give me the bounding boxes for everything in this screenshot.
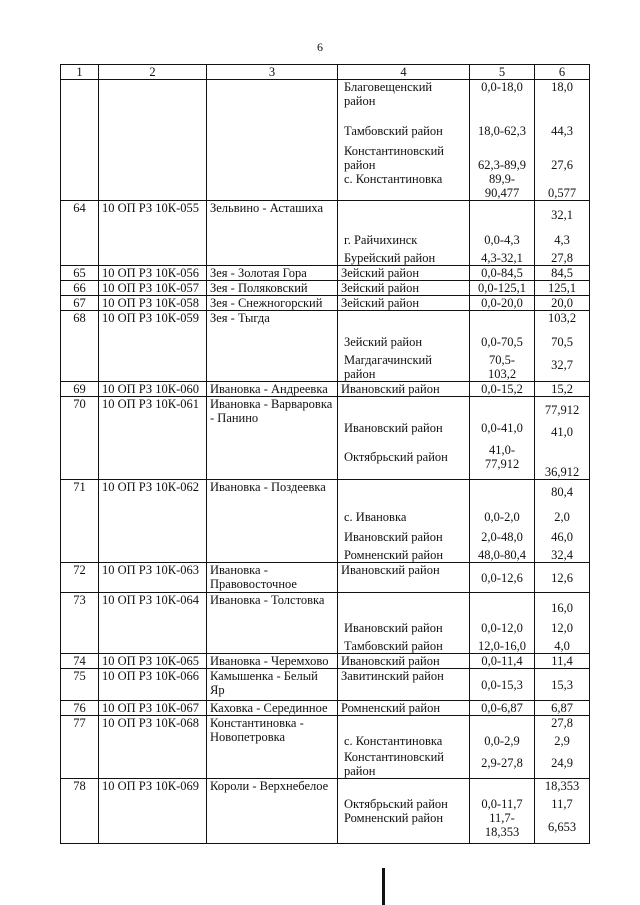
district: с. Константиновка [344, 734, 443, 748]
row-number: 68 [61, 311, 99, 382]
km-range: 89,9-90,477 [484, 172, 520, 200]
km-range: 18,0-62,3 [478, 124, 526, 138]
district: Зейский район [338, 281, 470, 296]
district: Ивановский район [344, 621, 443, 635]
row-number: 64 [61, 201, 99, 266]
km-range: 0,0-11,4 [470, 654, 535, 669]
km-range: 0,0-2,0 [484, 510, 520, 524]
row-number: 73 [61, 593, 99, 654]
length: 41,0 [551, 425, 573, 439]
col-header-1: 1 [61, 65, 99, 80]
total-length: 103,2 [547, 311, 577, 325]
page-number: 6 [317, 40, 323, 54]
total-length: 77,912 [544, 403, 580, 417]
district: Константиновский район [344, 144, 444, 172]
road-name: Камышенка - Белый Яр [207, 669, 338, 701]
road-code: 10 ОП РЗ 10К-069 [99, 779, 207, 844]
road-code: 10 ОП РЗ 10К-064 [99, 593, 207, 654]
district: Тамбовский район [344, 124, 443, 138]
table-row [61, 716, 590, 779]
col-header-6: 6 [535, 65, 590, 80]
km-range: 0,0-12,0 [481, 621, 523, 635]
km-range: 41,0-77,912 [484, 443, 520, 471]
table-row [61, 311, 590, 382]
row-number: 74 [61, 654, 99, 669]
length-cell [535, 397, 590, 480]
length: 12,6 [535, 563, 590, 593]
district-cell [338, 779, 470, 844]
district: Ромненский район [338, 701, 470, 716]
district-cell [338, 311, 470, 382]
road-code: 10 ОП РЗ 10К-057 [99, 281, 207, 296]
total-length: 27,8 [551, 716, 573, 730]
km-range: 0,0-2,9 [484, 734, 520, 748]
district: Ромненский район [344, 811, 444, 825]
district: Зейский район [338, 296, 470, 311]
row-number: 69 [61, 382, 99, 397]
road-code: 10 ОП РЗ 10К-055 [99, 201, 207, 266]
col-header-2: 2 [99, 65, 207, 80]
district-cell [338, 201, 470, 266]
road-code: 10 ОП РЗ 10К-067 [99, 701, 207, 716]
length: 44,3 [551, 124, 573, 138]
district-cell [338, 593, 470, 654]
table-row [61, 201, 590, 266]
length-cell [535, 480, 590, 563]
row-number: 70 [61, 397, 99, 480]
district: Магдагачинский район [344, 353, 432, 381]
row-number: 75 [61, 669, 99, 701]
col-header-5: 5 [470, 65, 535, 80]
km-range: 0,0-12,6 [470, 563, 535, 593]
length: 46,0 [551, 530, 573, 544]
km-range: 0,0-20,0 [470, 296, 535, 311]
table-row [61, 266, 590, 281]
length: 18,0 [551, 80, 573, 94]
road-code [99, 80, 207, 201]
length: 4,0 [554, 639, 570, 653]
range-cell [470, 716, 535, 779]
col-header-4: 4 [338, 65, 470, 80]
road-name: Ивановка - Правовосточное [207, 563, 338, 593]
district-cell [338, 480, 470, 563]
road-name: Зея - Поляковский [207, 281, 338, 296]
district: Ивановский район [338, 654, 470, 669]
range-cell [470, 397, 535, 480]
total-length: 16,0 [551, 601, 573, 615]
road-name: Ивановка - Поздеевка [207, 480, 338, 563]
km-range: 0,0-6,87 [470, 701, 535, 716]
district: Октябрьский район [344, 797, 448, 811]
district: г. Райчихинск [344, 233, 418, 247]
row-number: 65 [61, 266, 99, 281]
km-range: 70,5-103,2 [487, 353, 517, 381]
length-cell [535, 311, 590, 382]
road-code: 10 ОП РЗ 10К-065 [99, 654, 207, 669]
length: 27,8 [551, 251, 573, 265]
length-cell [535, 80, 590, 201]
table-row [61, 779, 590, 844]
road-name: Каховка - Серединное [207, 701, 338, 716]
row-number [61, 80, 99, 201]
row-number: 78 [61, 779, 99, 844]
km-range: 0,0-11,7 [481, 797, 523, 811]
road-code: 10 ОП РЗ 10К-063 [99, 563, 207, 593]
range-cell [470, 201, 535, 266]
length: 32,7 [551, 358, 573, 372]
length-cell [535, 201, 590, 266]
road-code: 10 ОП РЗ 10К-056 [99, 266, 207, 281]
table-row [61, 701, 590, 716]
length-cell [535, 716, 590, 779]
road-name: Зея - Снежногорский [207, 296, 338, 311]
road-code: 10 ОП РЗ 10К-060 [99, 382, 207, 397]
district: с. Константиновка [344, 172, 443, 186]
range-cell [470, 80, 535, 201]
district: Зейский район [338, 266, 470, 281]
road-name: Ивановка - Варваровка - Панино [207, 397, 338, 480]
range-cell [470, 311, 535, 382]
district: Октябрьский район [344, 450, 448, 464]
km-range: 0,0-70,5 [481, 335, 523, 349]
district: Ромненский район [344, 548, 444, 562]
length-cell [535, 779, 590, 844]
range-cell [470, 779, 535, 844]
row-number: 71 [61, 480, 99, 563]
length: 4,3 [554, 233, 570, 247]
km-range: 0,0-125,1 [470, 281, 535, 296]
row-number: 67 [61, 296, 99, 311]
km-range: 11,7-18,353 [484, 811, 520, 839]
length: 0,577 [547, 186, 577, 200]
km-range: 2,0-48,0 [481, 530, 523, 544]
table-row [61, 669, 590, 701]
length: 2,0 [554, 510, 570, 524]
table-row [61, 296, 590, 311]
district: Ивановский район [338, 563, 470, 593]
district: Завитинский район [338, 669, 470, 701]
length: 12,0 [551, 621, 573, 635]
district: с. Ивановка [344, 510, 407, 524]
table-row [61, 654, 590, 669]
total-length: 80,4 [551, 485, 573, 499]
table-row [61, 593, 590, 654]
table-row [61, 281, 590, 296]
length: 70,5 [551, 335, 573, 349]
road-code: 10 ОП РЗ 10К-062 [99, 480, 207, 563]
km-range: 62,3-89,9 [478, 158, 526, 172]
district: Тамбовский район [344, 639, 443, 653]
row-number: 72 [61, 563, 99, 593]
road-name: Константиновка - Новопетровка [207, 716, 338, 779]
length: 24,9 [551, 756, 573, 770]
district: Зейский район [344, 335, 423, 349]
table-row [61, 480, 590, 563]
length: 11,4 [535, 654, 590, 669]
length: 2,9 [554, 734, 570, 748]
length: 32,4 [551, 548, 573, 562]
table-row [61, 563, 590, 593]
length: 6,653 [547, 820, 577, 834]
km-range: 48,0-80,4 [478, 548, 526, 562]
district-cell [338, 397, 470, 480]
length: 6,87 [535, 701, 590, 716]
district: Ивановский район [344, 530, 443, 544]
road-code: 10 ОП РЗ 10К-058 [99, 296, 207, 311]
road-name: Зея - Золотая Гора [207, 266, 338, 281]
road-code: 10 ОП РЗ 10К-061 [99, 397, 207, 480]
col-header-3: 3 [207, 65, 338, 80]
range-cell [470, 593, 535, 654]
length: 15,3 [535, 669, 590, 701]
range-cell [470, 480, 535, 563]
km-range: 12,0-16,0 [478, 639, 526, 653]
length: 84,5 [535, 266, 590, 281]
length: 36,912 [544, 465, 580, 479]
km-range: 2,9-27,8 [481, 756, 523, 770]
road-code: 10 ОП РЗ 10К-068 [99, 716, 207, 779]
district: Благовещенский район [344, 80, 433, 108]
length: 15,2 [535, 382, 590, 397]
row-number: 66 [61, 281, 99, 296]
length-cell [535, 593, 590, 654]
road-name: Короли - Верхнебелое [207, 779, 338, 844]
km-range: 0,0-18,0 [481, 80, 523, 94]
road-name [207, 80, 338, 201]
length: 20,0 [535, 296, 590, 311]
district-cell [338, 716, 470, 779]
road-name: Зея - Тыгда [207, 311, 338, 382]
length: 27,6 [551, 158, 573, 172]
road-name: Ивановка - Черемхово [207, 654, 338, 669]
district: Константиновский район [344, 750, 444, 778]
road-name: Зельвино - Асташиха [207, 201, 338, 266]
length: 11,7 [551, 797, 573, 811]
row-number: 76 [61, 701, 99, 716]
road-name: Ивановка - Толстовка [207, 593, 338, 654]
roads-table [60, 64, 590, 844]
km-range: 0,0-15,3 [470, 669, 535, 701]
total-length: 32,1 [551, 208, 573, 222]
header-row [61, 65, 590, 80]
district: Ивановский район [338, 382, 470, 397]
length: 125,1 [535, 281, 590, 296]
road-code: 10 ОП РЗ 10К-066 [99, 669, 207, 701]
km-range: 0,0-41,0 [481, 421, 523, 435]
table-row [61, 397, 590, 480]
table-row [61, 382, 590, 397]
km-range: 0,0-4,3 [484, 233, 520, 247]
km-range: 0,0-84,5 [470, 266, 535, 281]
km-range: 4,3-32,1 [481, 251, 523, 265]
road-name: Ивановка - Андреевка [207, 382, 338, 397]
district: Ивановский район [344, 421, 443, 435]
district: Бурейский район [344, 251, 436, 265]
road-code: 10 ОП РЗ 10К-059 [99, 311, 207, 382]
km-range: 0,0-15,2 [470, 382, 535, 397]
district-cell [338, 80, 470, 201]
table-row [61, 80, 590, 201]
binding-mark [382, 868, 385, 905]
total-length: 18,353 [544, 779, 580, 793]
row-number: 77 [61, 716, 99, 779]
